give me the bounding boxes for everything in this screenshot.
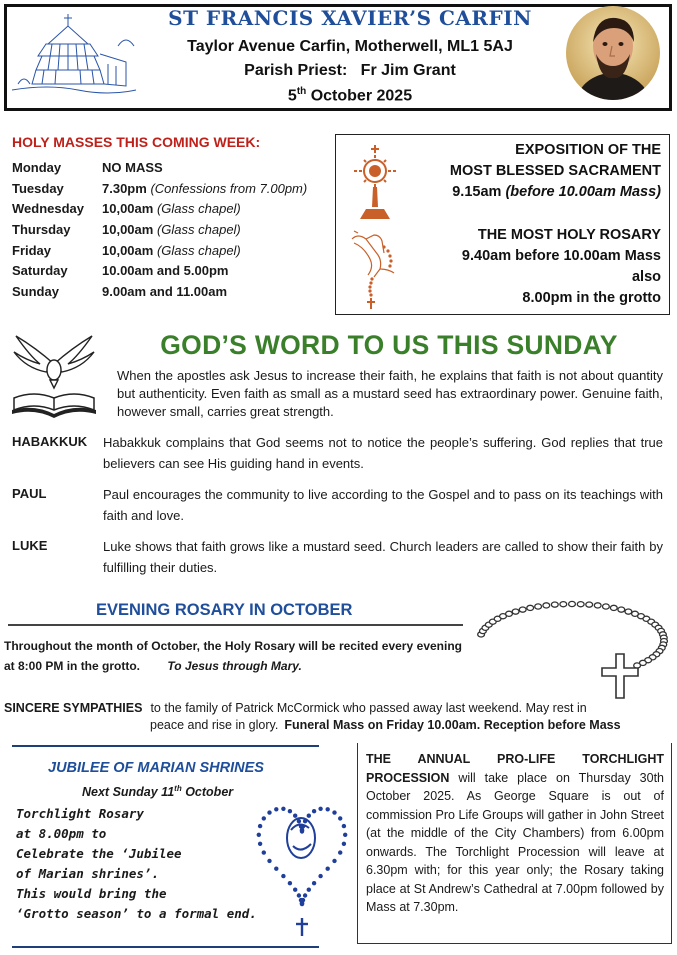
- evening-rosary-body: Throughout the month of October, the Holy Rosary will be recited every evening at 8:00 PM in the grotto.: [4, 639, 462, 673]
- date-suffix: th: [296, 86, 307, 97]
- exposition-title: [450, 140, 661, 182]
- jubilee-line: Celebrate the ‘Jubilee: [16, 846, 182, 861]
- jubilee-date: [82, 784, 233, 799]
- mass-day: Tuesday: [12, 180, 64, 196]
- pro-life-text: [366, 750, 664, 917]
- rosary-bead: [258, 824, 262, 828]
- pro-life-body: will take place on Thursday 30th October 2025. As George Square is out of commission Pro Life Groups will gather in John Street (at the middle of the City Chambers) from 6.00pm onwards. The Torchlight Procession will leave at 6.30pm with; for this year only; the Rosary taking place at St Andrew’s Cathedral at 7.00pm followed by Mass at 7.30pm.: [366, 770, 664, 914]
- sympathies-line2: [150, 718, 621, 732]
- rosary-bead: [594, 603, 601, 608]
- exposition-box: [335, 134, 670, 315]
- rosary-bead: [281, 874, 285, 878]
- priest-label: Parish Priest:: [244, 62, 348, 79]
- rosary-bead: [293, 814, 297, 818]
- rosary-time-line3: 8.00pm in the grotto: [522, 290, 661, 306]
- mass-day: Thursday: [12, 222, 71, 238]
- mass-time: [102, 201, 241, 216]
- jubilee-line: ‘Grotto season’ to a formal end.: [16, 906, 257, 921]
- jubilee-date-prefix: Next Sunday 11: [82, 785, 175, 800]
- rosary-bead: [586, 602, 593, 607]
- priest-name: Fr Jim Grant: [360, 62, 456, 79]
- mass-time-value: 9.00am and 11.00am: [102, 284, 228, 300]
- exposition-time: [452, 182, 661, 203]
- church-sketch-icon: [8, 10, 140, 98]
- mass-day: Friday: [12, 242, 52, 258]
- mass-day: Wednesday: [12, 201, 85, 217]
- mass-note: (Confessions from 7.00pm): [150, 180, 308, 196]
- rosary-bead: [318, 874, 322, 878]
- rosary-bead: [603, 604, 610, 609]
- rosary-time-line1: 9.40am before 10.00am Mass: [461, 248, 661, 264]
- parish-address: Taylor Avenue Carfin, Motherwell, ML1 5AJ: [187, 38, 513, 55]
- exposition-title-line1: EXPOSITION OF THE: [515, 142, 661, 158]
- rosary-bead: [307, 888, 311, 892]
- rosary-bead: [258, 842, 262, 846]
- rosary-title: THE MOST HOLY ROSARY: [477, 227, 661, 243]
- saint-portrait: [566, 6, 660, 100]
- dove-bible-icon: [6, 330, 102, 420]
- rosary-beads-image: [470, 594, 675, 704]
- mass-time: [102, 160, 163, 175]
- pro-life-heading: THE ANNUAL PRO-LIFE TORCHLIGHT PROCESSION: [366, 752, 664, 785]
- praying-hands-rosary-icon: [344, 229, 406, 311]
- rosary-bead: [551, 602, 558, 607]
- rosary-bead: [560, 602, 567, 607]
- rosary-bead: [342, 824, 346, 828]
- rosary-bead: [288, 809, 292, 813]
- rosary-bead: [288, 881, 292, 885]
- reading-label-habakkuk: HABAKKUK: [12, 434, 88, 449]
- mass-day: Sunday: [12, 284, 59, 300]
- rosary-bead: [332, 859, 336, 863]
- gods-word-intro: When the apostles ask Jesus to increase their faith, he explains that faith is not about quantity but authenticity. Even faith as small as a mustard seed has extraordinary power. Genuine faith, however small, carries great strength.: [117, 368, 663, 419]
- divider: [8, 624, 463, 626]
- mass-time-value: 10,00am: [102, 242, 154, 258]
- rosary-bead: [293, 888, 297, 892]
- sympathies-text-line1: to the family of Patrick McCormick who passed away last weekend. May rest in: [150, 701, 587, 715]
- mass-note: (Glass chapel): [156, 201, 241, 217]
- mass-time-value: NO MASS: [102, 160, 163, 175]
- reading-text-luke: Luke shows that faith grows like a mustard seed. Church leaders are called to show their faith by fulfilling their duties.: [103, 539, 663, 575]
- rosary-bead: [303, 893, 307, 897]
- gods-word-heading: GOD’S WORD TO US THIS SUNDAY: [160, 330, 618, 360]
- rosary-bead: [535, 604, 542, 609]
- rosary-bead: [307, 814, 311, 818]
- rosary-time-line2: also: [631, 269, 661, 285]
- rosary-bead: [267, 859, 271, 863]
- jubilee-line: This would bring the: [16, 886, 167, 901]
- rosary-bead: [312, 809, 316, 813]
- rosary-bead: [512, 609, 519, 614]
- rosary-bead: [577, 602, 584, 607]
- date-month-year: October 2025: [306, 87, 413, 105]
- divider: [12, 946, 319, 948]
- parish-priest-line: [140, 62, 560, 80]
- mass-day: Monday: [12, 160, 62, 175]
- mass-time: [102, 243, 241, 258]
- rosary-bead: [274, 807, 278, 811]
- rosary-bead: [257, 833, 261, 837]
- jubilee-date-rest: October: [181, 785, 234, 800]
- rosary-bead: [338, 850, 342, 854]
- rosary-bead: [543, 603, 550, 608]
- rosary-bead: [343, 833, 347, 837]
- exposition-time-note: (before 10.00am Mass): [505, 184, 661, 200]
- rosary-bead: [299, 898, 303, 902]
- rosary-bead: [506, 611, 513, 616]
- sympathies-text-line2: peace and rise in glory.: [150, 718, 279, 732]
- exposition-title-line2: MOST BLESSED SACRAMENT: [449, 163, 661, 179]
- rosary-bead: [262, 816, 266, 820]
- rosary-bead: [625, 609, 632, 614]
- rosary-bead: [267, 810, 271, 814]
- sympathies-notice: [4, 698, 654, 718]
- parish-name: ST FRANCIS XAVIER’S CARFIN: [168, 6, 532, 30]
- evening-rosary-text: [4, 636, 462, 676]
- jubilee-text: [16, 804, 266, 924]
- funeral-details: Funeral Mass on Friday 10.00am. Reception before Mass: [284, 718, 621, 732]
- rosary-bead: [342, 842, 346, 846]
- rosary-bead: [281, 807, 285, 811]
- mass-note: (Glass chapel): [156, 242, 241, 258]
- evening-rosary-motto: To Jesus through Mary.: [167, 659, 302, 673]
- mass-time-value: 10.00am and 5.00pm: [102, 263, 229, 279]
- date-day: 5: [287, 87, 297, 105]
- rosary-bead: [618, 607, 625, 612]
- mass-time-value: 7.30pm: [102, 180, 147, 196]
- jubilee-line: Torchlight Rosary: [16, 806, 144, 821]
- mass-time: [102, 181, 307, 196]
- jubilee-date-suffix: th: [174, 784, 182, 793]
- monstrance-icon: [344, 141, 406, 223]
- jubilee-heading: JUBILEE OF MARIAN SHRINES: [48, 760, 264, 776]
- rosary-bead: [274, 867, 278, 871]
- rosary-bead: [326, 867, 330, 871]
- mass-day: Saturday: [12, 263, 68, 279]
- sympathies-label: SINCERE SYMPATHIES: [4, 701, 143, 715]
- reading-text-habakkuk: Habakkuk complains that God seems not to notice the people’s suffering. God replies that true believers can see His guiding hand in events.: [103, 435, 663, 471]
- rosary-bead: [300, 828, 304, 832]
- exposition-time-value: 9.15am: [452, 184, 502, 200]
- reading-label-luke: LUKE: [12, 538, 48, 553]
- rosary-bead: [338, 816, 342, 820]
- bulletin-date: [140, 86, 560, 105]
- rosary-bead: [318, 807, 322, 811]
- mass-time-value: 10,00am: [102, 201, 154, 217]
- evening-rosary-heading: EVENING ROSARY IN OCTOBER: [96, 601, 353, 619]
- rosary-bead: [610, 605, 617, 610]
- reading-label-paul: PAUL: [12, 486, 47, 501]
- rosary-bead: [332, 810, 336, 814]
- rosary-bead: [297, 893, 301, 897]
- mass-time: [102, 263, 228, 278]
- rosary-bead: [262, 850, 266, 854]
- rosary-bead: [312, 881, 316, 885]
- reading-text-paul: Paul encourages the community to live according to the Gospel and to pass on its teachings with faith and love.: [103, 487, 663, 523]
- mass-time-value: 10,00am: [102, 222, 154, 238]
- rosary-bead: [326, 807, 330, 811]
- mass-time: [102, 222, 241, 237]
- heart-rosary-icon: [255, 790, 350, 940]
- mass-time: [102, 284, 227, 299]
- rosary-bead: [519, 607, 526, 612]
- mass-note: (Glass chapel): [156, 222, 241, 238]
- masses-heading: HOLY MASSES THIS COMING WEEK:: [12, 134, 261, 150]
- divider: [12, 745, 319, 747]
- rosary-times: [462, 246, 661, 309]
- jubilee-line: of Marian shrines’.: [16, 866, 159, 881]
- rosary-bead: [527, 605, 534, 610]
- jubilee-line: at 8.00pm to: [16, 826, 107, 841]
- rosary-bead: [569, 601, 576, 606]
